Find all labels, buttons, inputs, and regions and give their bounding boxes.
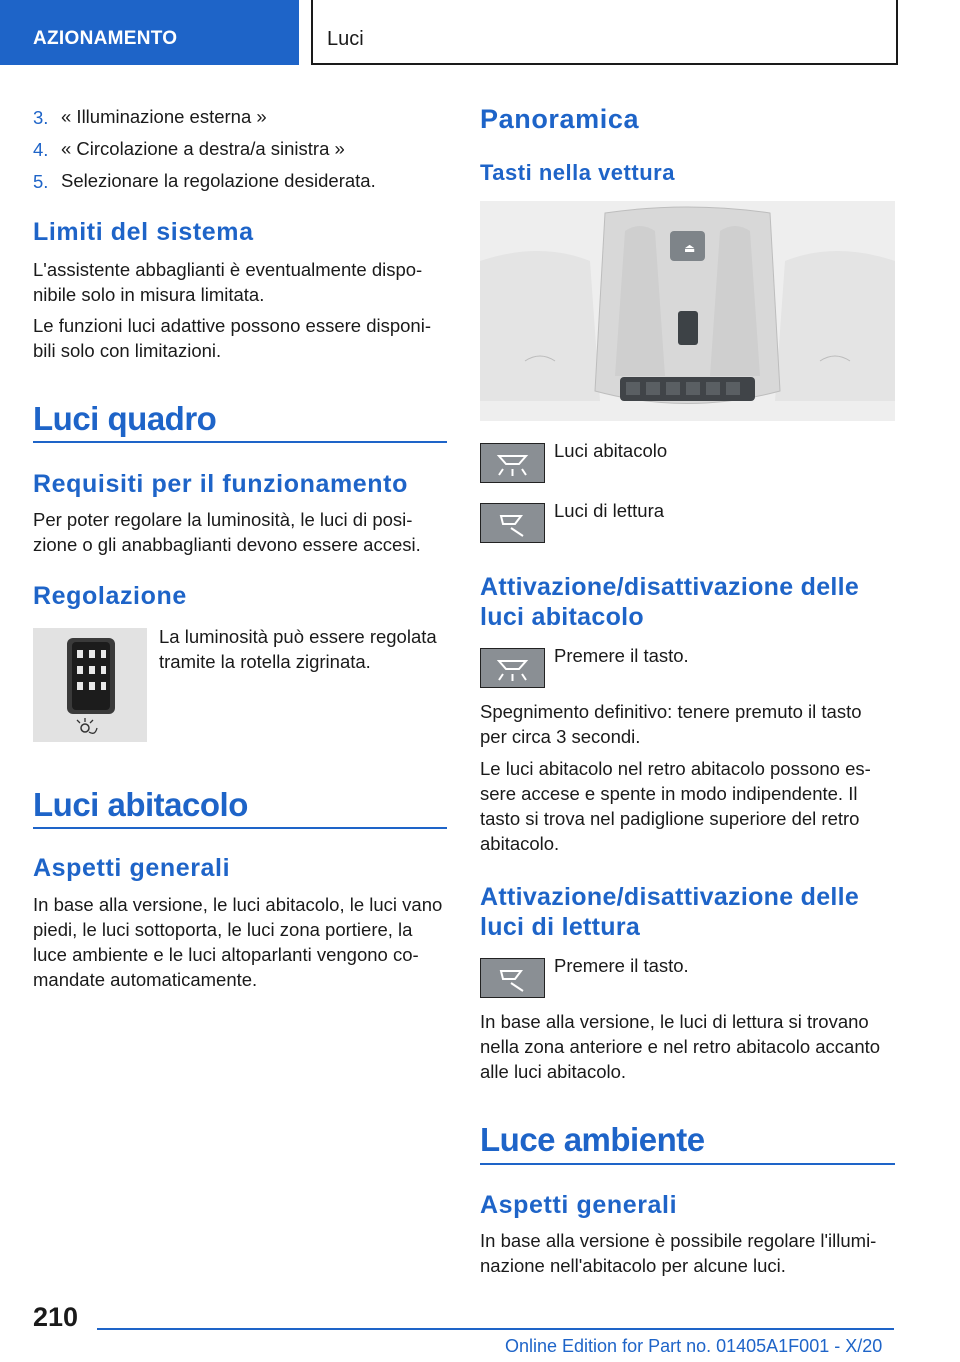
- limits-line: Le funzioni luci adattive possono essere disponi-: [33, 315, 431, 336]
- panoramica-heading: Panoramica: [480, 104, 640, 134]
- requirements-line: zione o gli anabbaglianti devono essere accesi.: [33, 534, 421, 555]
- limits-heading: Limiti del sistema: [33, 218, 254, 246]
- section-tab: [0, 0, 299, 65]
- rear-line: abitacolo.: [480, 833, 560, 854]
- interior-light-icon: [480, 443, 545, 483]
- shutdown-line: per circa 3 secondi.: [480, 726, 641, 747]
- aspetti-line: piedi, le luci sottoporta, le luci zona portiere, la: [33, 919, 413, 940]
- aspetti-line: mandate automaticamente.: [33, 969, 258, 990]
- activation-reading-heading: luci di lettura: [480, 913, 641, 941]
- regolazione-heading: Regolazione: [33, 582, 187, 610]
- activation-interior-heading: Attivazione/disattivazione delle: [480, 573, 860, 601]
- press-button-text: Premere il tasto.: [554, 955, 689, 976]
- footer-rule: [97, 1328, 894, 1330]
- edition-link[interactable]: Online Edition for Part no. 01405A1F001 - X/20: [505, 1336, 883, 1356]
- step-number: 3.: [33, 107, 49, 128]
- rear-line: tasto si trova nel padiglione superiore del retro: [480, 808, 860, 829]
- topic-box: [311, 0, 898, 65]
- regolazione-line: tramite la rotella zigrinata.: [159, 651, 371, 672]
- overhead-console-image: [480, 201, 895, 421]
- tasti-heading: Tasti nella vettura: [480, 160, 675, 185]
- aspetti2-heading: Aspetti generali: [480, 1191, 678, 1219]
- regolazione-line: La luminosità può essere regolata: [159, 626, 437, 647]
- heading-rule: [480, 1163, 895, 1165]
- step-number: 4.: [33, 139, 49, 160]
- svg-text:⏏: ⏏: [684, 241, 696, 255]
- legend-reading: Luci di lettura: [554, 500, 665, 521]
- heading-rule: [33, 827, 447, 829]
- activation-reading-heading: Attivazione/disattivazione delle: [480, 883, 860, 911]
- aspetti2-line: In base alla versione è possibile regolare l'illumi-: [480, 1230, 877, 1251]
- rear-line: sere accese e spente in modo indipendente. Il: [480, 783, 858, 804]
- aspetti2-line: nazione nell'abitacolo per alcune luci.: [480, 1255, 786, 1276]
- limits-line: bili solo con limitazioni.: [33, 340, 222, 361]
- interior-light-icon: [480, 648, 545, 688]
- reading-line: alle luci abitacolo.: [480, 1061, 627, 1082]
- rear-line: Le luci abitacolo nel retro abitacolo possono es-: [480, 758, 871, 779]
- reading-light-icon: [480, 503, 545, 543]
- legend-interior: Luci abitacolo: [554, 440, 668, 461]
- aspetti-heading: Aspetti generali: [33, 854, 231, 882]
- press-button-text: Premere il tasto.: [554, 645, 689, 666]
- step-text: « Circolazione a destra/a sinistra »: [61, 138, 345, 159]
- aspetti-line: In base alla versione, le luci abitacolo, le luci vano: [33, 894, 443, 915]
- reading-line: nella zona anteriore e nel retro abitacolo accanto: [480, 1036, 881, 1057]
- limits-line: nibile solo in misura limitata.: [33, 284, 265, 305]
- aspetti-line: luce ambiente e le luci altoparlanti vengono co-: [33, 944, 419, 965]
- thumbwheel-image: [33, 628, 147, 742]
- shutdown-line: Spegnimento definitivo: tenere premuto il tasto: [480, 701, 862, 722]
- section-heading-abitacolo: Luci abitacolo: [33, 786, 248, 823]
- step-text: Selezionare la regolazione desiderata.: [61, 170, 376, 191]
- section-title: AZIONAMENTO: [33, 28, 178, 49]
- limits-line: L'assistente abbaglianti è eventualmente dispo-: [33, 259, 423, 280]
- section-heading-quadro: Luci quadro: [33, 400, 217, 437]
- activation-interior-heading: luci abitacolo: [480, 603, 644, 631]
- reading-line: In base alla versione, le luci di lettura si trovano: [480, 1011, 869, 1032]
- section-heading-ambiente: Luce ambiente: [480, 1121, 705, 1158]
- topic-title: Luci: [327, 28, 364, 50]
- requirements-line: Per poter regolare la luminosità, le luci di posi-: [33, 509, 413, 530]
- heading-rule: [33, 441, 447, 443]
- step-number: 5.: [33, 171, 49, 192]
- page-number: 210: [33, 1302, 79, 1332]
- reading-light-icon: [480, 958, 545, 998]
- requirements-heading: Requisiti per il funzionamento: [33, 470, 408, 498]
- step-text: « Illuminazione esterna »: [61, 106, 267, 127]
